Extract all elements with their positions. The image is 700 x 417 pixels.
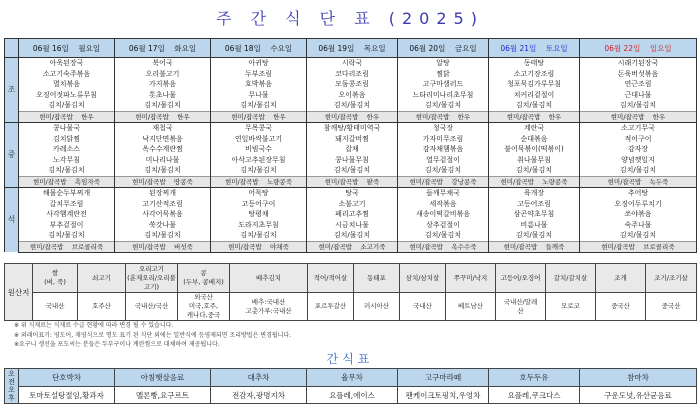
origin-value: 포르투갈산: [308, 293, 354, 321]
rice-type: 현미/잡곡밥: [318, 242, 353, 251]
menu-cell: 옥수수계란찜: [115, 144, 211, 155]
day-date: 06월 17일: [128, 43, 165, 53]
rice-porridge-cell: [580, 241, 697, 252]
menu-cell: 김치/물김치: [211, 165, 307, 176]
porridge-note: 땅콩죽: [174, 177, 193, 186]
rice-type: 현미/잡곡밥: [610, 112, 645, 121]
origin-item: 쭈꾸미/낙지: [446, 264, 496, 293]
rice-porridge-cell: [398, 111, 489, 122]
snack-item: 전감자,광명지차: [211, 387, 307, 404]
menu-cell: 소고기숙주볶음: [19, 69, 115, 80]
origin-item: 배추김치: [230, 264, 308, 293]
rice-porridge-cell: [307, 176, 398, 187]
rice-type: 현미/잡곡밥: [228, 242, 262, 251]
snack-item: 요플레,쿠크다스: [489, 387, 580, 404]
menu-cell: 김치/물김치: [580, 100, 697, 111]
menu-cell: 세작볶음: [398, 199, 489, 210]
day-header: [115, 39, 211, 58]
porridge-note: 들깨죽: [545, 242, 565, 251]
origin-item: 조개: [596, 264, 646, 293]
menu-cell: 노각무침: [19, 155, 115, 166]
menu-cell: 무목콩국: [211, 122, 307, 133]
menu-cell: 오징어두루치기: [580, 199, 697, 210]
menu-cell: 소고기장조림: [489, 69, 580, 80]
menu-cell: 톳초나물: [115, 90, 211, 101]
menu-cell: 낙지단면볶음: [115, 134, 211, 145]
menu-cell: 어묵탕: [211, 187, 307, 198]
menu-cell: 페리고추찜: [307, 209, 398, 220]
rice-type: 현미/잡곡밥: [409, 177, 444, 186]
snack-item: 멜론빵,요구르트: [115, 387, 211, 404]
rice-porridge-cell: [489, 111, 580, 122]
menu-cell: 오이볶음: [307, 90, 398, 101]
snack-drink: 대추차: [211, 369, 307, 387]
rice-porridge-cell: [19, 176, 115, 187]
rice-porridge-row: [5, 176, 697, 187]
porridge-note: 한우: [81, 112, 94, 121]
page-title: 주 간 식 단 표 (2025): [216, 9, 484, 28]
rice-type: 현미/잡곡밥: [132, 242, 166, 251]
porridge-note: 버섯죽: [174, 242, 193, 251]
origin-value: 러시아산: [354, 293, 400, 321]
menu-cell: 삼곤약초무침: [489, 209, 580, 220]
menu-cell: 아욱된장국: [19, 58, 115, 69]
rice-porridge-cell: [489, 176, 580, 187]
porridge-note: 브로콜리죽: [71, 242, 104, 251]
snack-label: 오전 오후: [5, 369, 19, 404]
day-weekday: 수요일: [270, 43, 293, 53]
menu-cell: 추어탕: [580, 187, 697, 198]
menu-cell: 미나리나물: [115, 155, 211, 166]
menu-cell: 취나물무침: [489, 155, 580, 166]
rice-type: 현미/잡곡밥: [29, 242, 64, 251]
day-weekday: 금요일: [454, 43, 477, 53]
menu-cell: 콩나물무침: [307, 155, 398, 166]
snack-header-row: [5, 369, 697, 387]
day-weekday: 토요일: [545, 43, 568, 53]
menu-cell: 육개장: [489, 187, 580, 198]
origin-item: 동태포: [354, 264, 400, 293]
corner-cell: [5, 39, 19, 58]
porridge-note: 한우: [457, 112, 471, 121]
rice-type: 현미/잡곡밥: [607, 177, 642, 186]
day-date: 06월 18일: [224, 43, 261, 53]
menu-cell: 상추겉절이: [398, 220, 489, 231]
porridge-note: 녹두죽: [649, 177, 669, 186]
dish-row: [5, 144, 697, 155]
porridge-note: 한우: [652, 112, 666, 121]
menu-cell: 시락국: [307, 58, 398, 69]
rice-type: 현미/잡곡밥: [39, 112, 73, 121]
rice-type: 현미/잡곡밥: [500, 177, 535, 186]
menu-cell: 사각햄계란전: [19, 209, 115, 220]
menu-cell: 고등어구이: [211, 199, 307, 210]
rice-porridge-cell: [398, 176, 489, 187]
snack-item: 토마토설탕절임,황과자: [19, 387, 115, 404]
snack-item: 팬케이크토핑치,우엉차: [398, 387, 489, 404]
menu-cell: 재첩국: [115, 122, 211, 133]
origin-item: 오리고기 (훈제오리/오리불고기): [127, 264, 176, 291]
snack-drink: 고구마라떼: [398, 369, 489, 387]
menu-cell: 멸치볶음: [19, 79, 115, 90]
menu-cell: 김치/물김치: [19, 165, 115, 176]
origin-value: 호주산: [78, 293, 126, 321]
day-weekday: 월요일: [78, 43, 101, 53]
menu-cell: 김치/물김치: [211, 230, 307, 241]
menu-cell: 고등어조림: [489, 199, 580, 210]
meal-label: 중: [5, 122, 19, 187]
menu-cell: 갈치무조림: [19, 199, 115, 210]
menu-cell: 부추겉절이: [19, 220, 115, 231]
menu-cell: 돈육버섯볶음: [580, 69, 697, 80]
menu-cell: 콩나물국: [19, 122, 115, 133]
menu-cell: 불어묵볶이(떡볶이): [489, 144, 580, 155]
origin-value: 중국산: [596, 293, 646, 321]
rice-type: 현미/잡곡밥: [132, 177, 166, 186]
menu-cell: 김치/물김치: [489, 230, 580, 241]
snack-drink: 단호박차: [19, 369, 115, 387]
rice-porridge-cell: [115, 176, 211, 187]
origin-values-row: [5, 293, 697, 321]
rice-porridge-cell: [398, 241, 489, 252]
day-header: [211, 39, 307, 58]
day-header: [489, 39, 580, 58]
origin-value: 국내산: [400, 293, 446, 321]
menu-cell: 김치/물김치: [115, 230, 211, 241]
origin-item: 조기/조기살: [646, 264, 697, 293]
menu-cell: 열무겉절이: [398, 155, 489, 166]
day-date: 06월 16일: [32, 43, 69, 53]
menu-cell: 김치/물김치: [398, 230, 489, 241]
origin-items-row: [5, 264, 697, 293]
menu-cell: 사각어묵볶음: [115, 209, 211, 220]
menu-cell: 김치/물김치: [307, 230, 398, 241]
menu-cell: 느타리미나리초무침: [398, 90, 489, 101]
origin-value: 국내산/국산: [126, 293, 178, 321]
menu-cell: 김치/물김치: [580, 230, 697, 241]
day-weekday: 목요일: [363, 43, 386, 53]
origin-value: 국내산: [33, 293, 78, 321]
origin-value: 모로코: [546, 293, 596, 321]
meal-label: 조: [5, 58, 19, 123]
menu-cell: 해물순두부찌개: [19, 187, 115, 198]
rice-porridge-cell: [19, 241, 115, 252]
menu-cell: 김치/물김치: [398, 100, 489, 111]
porridge-note: 옥수수죽: [451, 242, 477, 251]
dish-row: [5, 58, 697, 69]
menu-cell: 모둠콩조림: [307, 79, 398, 90]
note-line: ※요구니 생선을 포도씨는 분들은 두부구이나 계란찜으로 대체하여 제공됩니다.: [14, 341, 220, 348]
rice-porridge-cell: [211, 241, 307, 252]
day-header-row: [5, 39, 697, 58]
menu-cell: 적어구이: [580, 134, 697, 145]
rice-type: 현미/잡곡밥: [324, 112, 359, 121]
dish-row: [5, 209, 697, 220]
menu-cell: 고구마샐러드: [398, 79, 489, 90]
day-header: [307, 39, 398, 58]
menu-cell: 소고기무국: [580, 122, 697, 133]
rice-porridge-cell: [211, 176, 307, 187]
note-line: ※ 위 식재료는 식재료 수급 현황에 따라 변경 될 수 있습니다.: [14, 322, 174, 329]
snack-item: 구운도넛,유산균음료: [580, 387, 697, 404]
dish-row: [5, 69, 697, 80]
menu-cell: 김치/물김치: [307, 165, 398, 176]
porridge-note: 노량콩죽: [266, 177, 292, 186]
day-header: [398, 39, 489, 58]
note-line: ※ 외래어표기: 영도어, 재영식으로 명도 표기 된 식단 외에는 일반식에 등영제되면 조리방법은 변경됩니다.: [14, 331, 292, 339]
rice-porridge-cell: [307, 241, 398, 252]
origin-item: 쇠고기: [78, 264, 126, 293]
dish-row: [5, 230, 697, 241]
menu-cell: 카레소스: [19, 144, 115, 155]
dish-row: [5, 165, 697, 176]
day-date: 06월 22일: [604, 43, 641, 53]
snack-drink: 호두두유: [489, 369, 580, 387]
menu-cell: 가지볶음: [115, 79, 211, 90]
menu-cell: 오리불고기: [115, 69, 211, 80]
menu-cell: 감자장: [580, 144, 697, 155]
porridge-note: 한우: [366, 112, 380, 121]
rice-porridge-cell: [580, 111, 697, 122]
menu-cell: 양념깻잎지: [580, 155, 697, 166]
menu-cell: 탕국: [307, 187, 398, 198]
menu-cell: 동태탕: [489, 58, 580, 69]
rice-porridge-row: [5, 241, 697, 252]
menu-cell: 치커리겉절이: [489, 90, 580, 101]
day-date: 06월 21일: [500, 43, 537, 53]
origin-label: [5, 264, 33, 321]
menu-cell: 순대볶음: [489, 134, 580, 145]
origin-value: 중국산: [646, 293, 697, 321]
menu-cell: 돼지갈비찜: [307, 134, 398, 145]
origin-value: 배추:국내산 고춧가루:국내산: [230, 293, 308, 321]
dish-row: [5, 199, 697, 210]
menu-cell: 감자채햄볶음: [398, 144, 489, 155]
snack-table: [4, 368, 697, 404]
rice-type: 현미/잡곡밥: [231, 112, 265, 121]
menu-cell: 김치/물김치: [115, 100, 211, 111]
rice-porridge-cell: [115, 111, 211, 122]
weekly-menu-table: [4, 38, 697, 253]
menu-cell: 소불고기: [307, 199, 398, 210]
menu-cell: 쑥갓나물: [115, 220, 211, 231]
menu-cell: 김치/물김치: [19, 230, 115, 241]
menu-cell: 김치/물김치: [489, 165, 580, 176]
menu-cell: 김치/물김치: [580, 165, 697, 176]
day-date: 06월 20일: [409, 43, 446, 53]
porridge-note: 야채죽: [270, 242, 289, 251]
menu-cell: 김치/물김치: [115, 165, 211, 176]
day-header: [580, 39, 697, 58]
menu-cell: 연근조림: [580, 79, 697, 90]
menu-cell: 아귀탕: [211, 58, 307, 69]
origin-value: 국내산/말레 산: [496, 293, 546, 321]
dish-row: [5, 100, 697, 111]
snack-drink: 율무차: [307, 369, 398, 387]
menu-cell: 들깨무채국: [398, 187, 489, 198]
origin-item: 갈치/갈치살: [546, 264, 596, 293]
origin-item: 고등어/오징어: [496, 264, 546, 293]
rice-porridge-cell: [580, 176, 697, 187]
dish-row: [5, 187, 697, 198]
menu-cell: 비빔국수: [211, 144, 307, 155]
menu-cell: 탕평채: [211, 209, 307, 220]
menu-cell: 김치/물김치: [307, 100, 398, 111]
menu-cell: 김치닭찜: [19, 134, 115, 145]
rice-type: 현미/잡곡밥: [33, 177, 67, 186]
rice-type: 현미/잡곡밥: [225, 177, 259, 186]
rice-type: 현미/잡곡밥: [324, 177, 359, 186]
snack-drink: 참마차: [580, 369, 697, 387]
origin-item: 삼치/삼치살: [400, 264, 446, 293]
menu-cell: 김치/물김치: [19, 100, 115, 111]
porridge-note: 한우: [177, 112, 190, 121]
rice-porridge-cell: [489, 241, 580, 252]
menu-cell: 비름나물: [489, 220, 580, 231]
menu-cell: 코다리조림: [307, 69, 398, 80]
dish-row: [5, 155, 697, 166]
snack-drink: 아침햇살음료: [115, 369, 211, 387]
rice-porridge-cell: [307, 111, 398, 122]
menu-cell: 새송이떡갈비볶음: [398, 209, 489, 220]
porridge-note: 소고기죽: [360, 242, 386, 251]
day-weekday: 화요일: [174, 43, 197, 53]
rice-type: 현미/잡곡밥: [415, 112, 450, 121]
porridge-note: 노량콩죽: [542, 177, 568, 186]
origin-value: 베트남산: [446, 293, 496, 321]
menu-cell: 김치/물김치: [489, 100, 580, 111]
menu-cell: 시래기된장국: [580, 58, 697, 69]
menu-cell: 호박볶음: [211, 79, 307, 90]
day-date: 06월 19일: [318, 43, 355, 53]
menu-cell: 참깨탕/황태미역국: [307, 122, 398, 133]
day-weekday: 일요일: [649, 43, 672, 53]
rice-porridge-cell: [115, 241, 211, 252]
meal-label: 석: [5, 187, 19, 252]
menu-cell: 두부조림: [211, 69, 307, 80]
rice-type: 현미/잡곡밥: [409, 242, 444, 251]
dish-row: [5, 90, 697, 101]
menu-cell: 숙주나물: [580, 220, 697, 231]
porridge-note: 팥죽: [366, 177, 380, 186]
menu-cell: 북어국: [115, 58, 211, 69]
menu-cell: 청포묵김가루무침: [489, 79, 580, 90]
day-header: [19, 39, 115, 58]
menu-cell: 찜닭: [398, 69, 489, 80]
menu-cell: 오징어젓파노류무침: [19, 90, 115, 101]
dish-row: [5, 220, 697, 231]
rice-type: 현미/잡곡밥: [601, 242, 635, 251]
snack-items-row: [5, 387, 697, 404]
menu-cell: 시금치나물: [307, 220, 398, 231]
porridge-note: 브로콜리죽: [643, 242, 675, 251]
origin-item: 적어/적어살: [308, 264, 354, 293]
rice-type: 현미/잡곡밥: [503, 242, 538, 251]
menu-cell: 알탕: [398, 58, 489, 69]
origin-value: 외국산 미국,호주, 캐나다,중국: [178, 293, 230, 321]
menu-cell: 김치/물김치: [211, 100, 307, 111]
rice-porridge-cell: [19, 111, 115, 122]
menu-cell: 근대나물: [580, 90, 697, 101]
menu-cell: 된장찌개: [115, 187, 211, 198]
rice-type: 현미/잡곡밥: [135, 112, 169, 121]
menu-cell: 연잎바싹불고기: [211, 134, 307, 145]
dish-row: [5, 79, 697, 90]
dish-row: [5, 122, 697, 133]
menu-cell: 가자미무조림: [398, 134, 489, 145]
menu-cell: 계란국: [489, 122, 580, 133]
menu-cell: 쏘야볶음: [580, 209, 697, 220]
snack-item: 요플레,에이스: [307, 387, 398, 404]
menu-cell: 아삭고추된장무침: [211, 155, 307, 166]
rice-type: 현미/잡곡밥: [506, 112, 541, 121]
porridge-note: 흑임자죽: [74, 177, 100, 186]
rice-porridge-row: [5, 111, 697, 122]
origin-item: 쌀 (벼, 죽): [33, 264, 78, 293]
porridge-note: 강낭콩죽: [451, 177, 477, 186]
porridge-note: 한우: [273, 112, 286, 121]
rice-porridge-cell: [211, 111, 307, 122]
snack-title: 간식표: [326, 352, 374, 366]
menu-cell: 도라지초무침: [211, 220, 307, 231]
menu-cell: 김치/물김치: [398, 165, 489, 176]
menu-cell: 고기산적조림: [115, 199, 211, 210]
origin-item: 콩 (두부, 콩배지): [178, 264, 230, 293]
porridge-note: 한우: [548, 112, 562, 121]
menu-cell: 청국장: [398, 122, 489, 133]
origin-label-text: 원산지: [7, 287, 30, 297]
menu-cell: 잡채: [307, 144, 398, 155]
menu-cell: 무나물: [211, 90, 307, 101]
notes: [14, 321, 291, 350]
dish-row: [5, 134, 697, 145]
origin-table: [4, 263, 697, 321]
